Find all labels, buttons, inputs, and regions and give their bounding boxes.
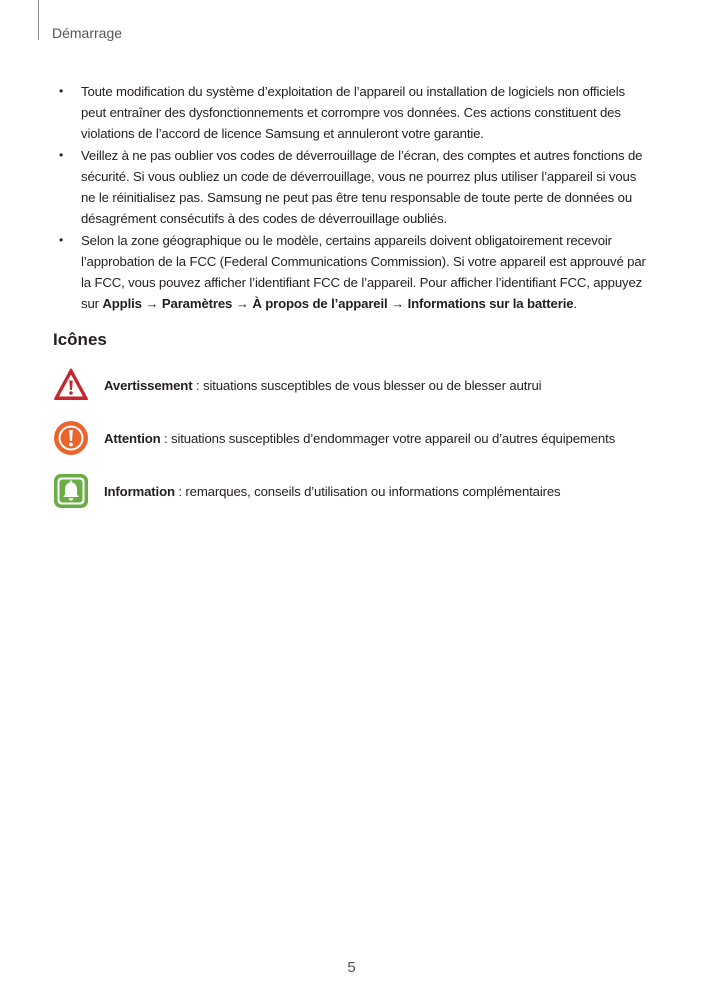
icon-legend-caution	[53, 420, 615, 456]
icon-description	[104, 378, 541, 393]
bullet-text: Selon la zone géographique ou le modèle, certains appareils doivent obligatoirement recevoir l’approbation de la FCC (Federal Communications Commission). Si votre appareil est approuvé par la FCC, vous pouvez afficher l’identifiant FCC de l’appareil. Pour afficher l’identifiant FCC, appuyez sur	[81, 233, 646, 311]
icon-label: Avertissement	[104, 377, 193, 393]
bullet-item	[58, 145, 648, 229]
caution-icon	[53, 420, 89, 456]
icon-label: Information	[104, 483, 175, 499]
bullet-dot: •	[59, 84, 64, 98]
information-bell-icon	[53, 473, 89, 509]
icon-label: Attention	[104, 430, 161, 446]
bullet-text: Veillez à ne pas oublier vos codes de déverrouillage de l’écran, des comptes et autres fonctions de sécurité. Si vous oubliez un code de déverrouillage, vous ne pourrez plus utiliser l’appareil si vous ne le réinitialisez pas. Samsung ne peut pas être tenu responsable de toute perte de données ou désagrément consécutifs à des codes de déverrouillage oubliés.	[81, 148, 643, 226]
bullet-list	[58, 81, 648, 315]
icon-description	[104, 431, 615, 446]
bullet-text-end: .	[573, 296, 577, 311]
icon-legend-warning	[53, 367, 541, 403]
path-arrow: →	[387, 296, 408, 311]
icon-description-text: : situations susceptibles de vous blesser ou de blesser autrui	[192, 377, 542, 393]
menu-path-a-propos: À propos de l’appareil	[252, 296, 388, 311]
icons-section-heading: Icônes	[53, 330, 107, 349]
bullet-text: Toute modification du système d’exploitation de l’appareil ou installation de logiciels non officiels peut entraîner des dysfonctionnements et corrompre vos données. Ces actions constituent des violations de l’accord de licence Samsung et annuleront votre garantie.	[81, 84, 625, 141]
menu-path-parametres: Paramètres	[161, 296, 233, 311]
path-arrow: →	[232, 296, 253, 311]
header-side-rule	[38, 0, 39, 40]
warning-icon	[53, 367, 89, 403]
menu-path-applis: Applis	[102, 296, 142, 311]
icon-description-text: : situations susceptibles d’endommager votre appareil ou d’autres équipements	[160, 430, 616, 446]
bullet-item	[58, 81, 648, 144]
section-title: Démarrage	[52, 25, 123, 41]
icon-legend-information	[53, 473, 560, 509]
bullet-dot: •	[59, 148, 64, 162]
bullet-item	[58, 230, 648, 314]
icon-description	[104, 484, 560, 499]
icon-description-text: : remarques, conseils d’utilisation ou informations complémentaires	[174, 483, 561, 499]
page-number: 5	[347, 959, 356, 976]
menu-path-batterie: Informations sur la batterie	[407, 296, 574, 311]
path-arrow: →	[141, 296, 162, 311]
bullet-dot: •	[59, 233, 64, 247]
